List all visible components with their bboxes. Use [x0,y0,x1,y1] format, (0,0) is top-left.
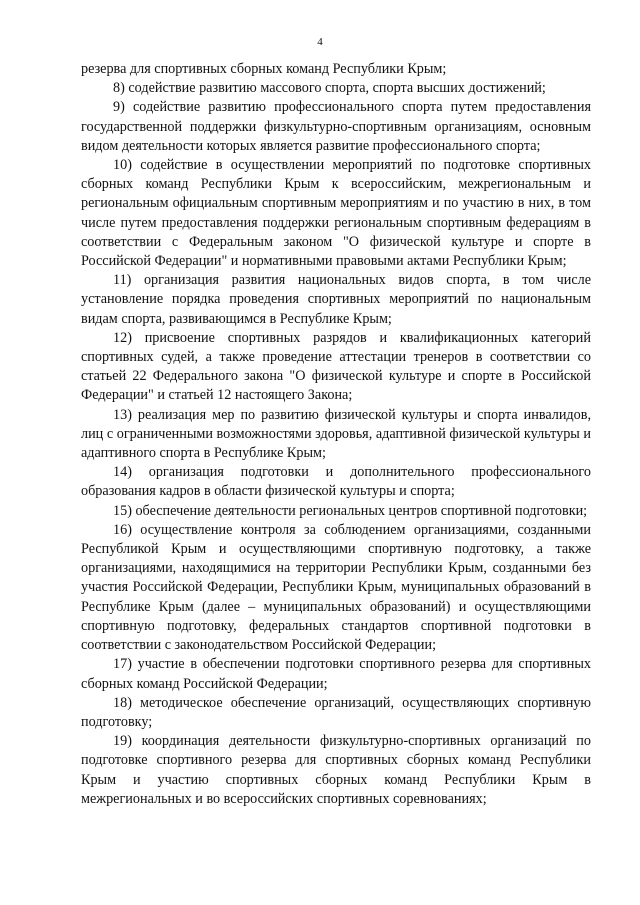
paragraph-item-11: 11) организация развития национальных видов спорта, в том числе установление порядка проведения спортивных мероприятий по национальным видам спорта, развивающимся в Республике Крым; [81,272,591,327]
paragraph-item-18: 18) методическое обеспечение организаций, осуществляющих спортивную подготовку; [81,694,591,730]
paragraph-item-9: 9) содействие развитию профессионального спорта путем предоставления государственной поддержки физкультурно-спортивным организациям, основным видом деятельности которых является развитие профессионального спорта; [81,99,591,154]
paragraph-item-8: 8) содействие развитию массового спорта, спорта высших достижений; [113,80,546,97]
paragraph-item-14: 14) организация подготовки и дополнительного профессионального образования кадров в области физической культуры и спорта; [81,464,591,500]
paragraph-continuation: резерва для спортивных сборных команд Республики Крым; [81,61,447,77]
paragraph-item-16: 16) осуществление контроля за соблюдением организациями, созданными Республикой Крым и осуществляющими спортивную подготовку, а также организациями, находящимися на территории Республики Крым, созданными без участия Российской Федерации, Республики Крым, муниципальных образований в Республике Крым (далее – муниципальных образований) и осуществляющими спортивную подготовку, федеральных стандартов спортивной подготовки в соответствии с законодательством Российской Федерации; [81,521,591,654]
page-number: 4 [317,36,323,48]
paragraph-item-12: 12) присвоение спортивных разрядов и квалификационных категорий спортивных судей, а также проведение аттестации тренеров в соответствии со статьей 22 Федерального закона "О физической культуре и спорте в Российской Федерации" и статьей 12 настоящего Закона; [81,329,591,404]
paragraph-item-19: 19) координация деятельности физкультурно-спортивных организаций по подготовке спортивного резерва для спортивных сборных команд Республики Крым и участию спортивных сборных команд Республики Крым в межрегиональных и во всероссийских спортивных соревнованиях; [81,733,591,807]
document-body [81,60,591,809]
paragraph-item-17: 17) участие в обеспечении подготовки спортивного резерва для спортивных сборных команд Российской Федерации; [81,656,591,692]
paragraph-item-13: 13) реализация мер по развитию физической культуры и спорта инвалидов, лиц с ограниченными возможностями здоровья, адаптивной физической культуры и адаптивного спорта в Республике Крым; [81,406,591,462]
paragraph-item-10: 10) содействие в осуществлении мероприятий по подготовке спортивных сборных команд Республики Крым к всероссийским, межрегиональным и региональным официальным спортивным мероприятиям и по участию в них, в том числе путем предоставления поддержки региональным спортивным федерациям в соответствии с Федеральным законом "О физической культуре и спорте в Российской Федерации" и нормативными правовыми актами Республики Крым; [81,157,591,270]
paragraph-item-15: 15) обеспечение деятельности региональных центров спортивной подготовки; [113,502,588,519]
